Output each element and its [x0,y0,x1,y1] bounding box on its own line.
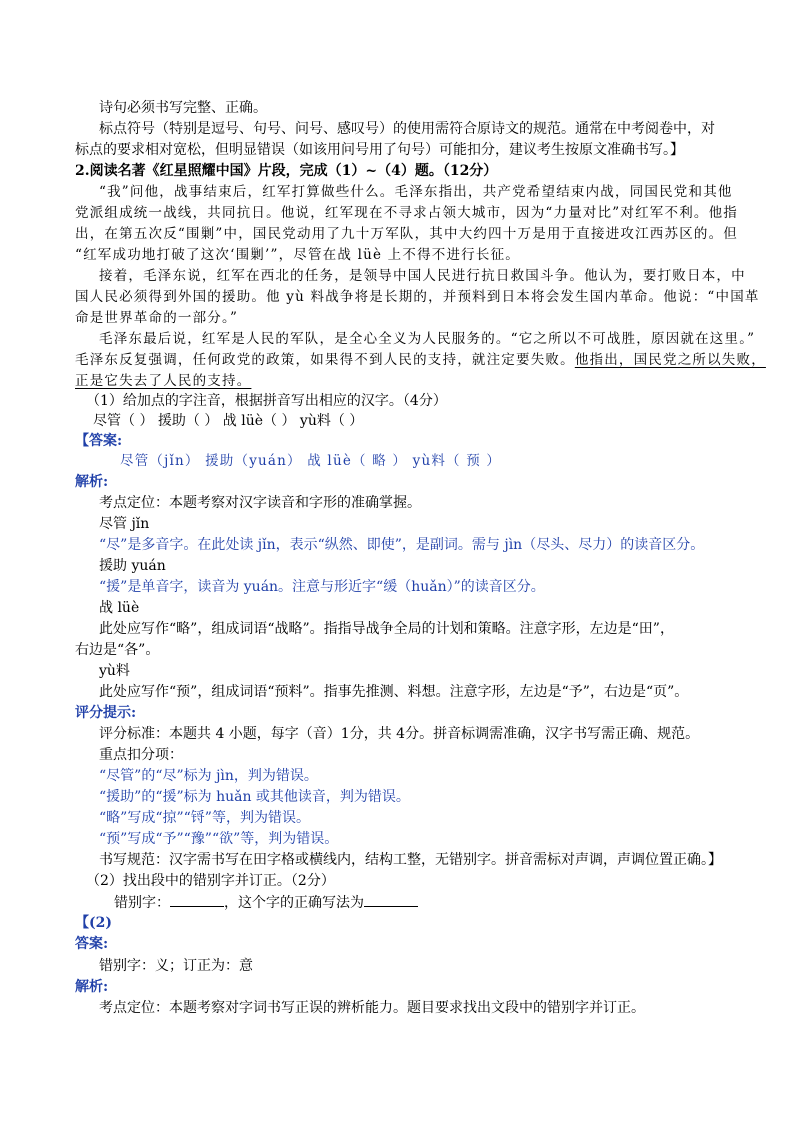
analysis-line: 右边是“各”。 [75,642,160,658]
fill-blank-line [114,892,418,913]
answer-line: 尽管（jǐn） 援助（yuán） 战 lüè（ 略 ） yù料（ 预 ） [120,453,502,469]
analysis-line: 考点定位：本题考察对汉字读音和字形的准确掌握。 [99,495,421,511]
analysis-line: “尽”是多音字。在此处读 jǐn，表示“纵然、即使”，是副词。需与 jìn（尽头、尽力）的读音区分。 [99,537,705,553]
sub-question-1-stem: （1）给加点的字注音，根据拼音写出相应的汉字。（4分） [86,393,447,409]
scoring-line: “援助”的“援”标为 huǎn 或其他读音，判为错误。 [99,789,410,805]
answer-blank[interactable] [170,892,224,907]
scoring-line: 书写规范：汉字需书写在田字格或横线内，结构工整，无错别字。拼音需标对声调，声调位置正确。】 [99,852,722,868]
analysis-line: 考点定位：本题考察对字词书写正误的辨析能力。题目要求找出文段中的错别字并订正。 [99,1000,645,1016]
passage-line [75,350,766,370]
scoring-line: 评分标准：本题共 4 小题，每字（音）1分，共 4分。拼音标调需准确，汉字书写需正确、规范。 [99,726,700,742]
passage-line: “我”问他，战事结束后，红军打算做些什么。毛泽东指出，共产党希望结束内战，同国民党和其他 [99,184,733,200]
scoring-label: 评分提示: [75,705,137,721]
answer-blank[interactable] [364,892,418,907]
passage-line: 国人民必须得到外国的援助。他 yù 料战争将是长期的，并预料到日本将会发生国内革命。他说：“中国革 [75,289,760,305]
underlined-sentence: 他指出，国民党之所以失败， [574,352,766,368]
scoring-line: “尽管”的“尽”标为 jìn，判为错误。 [99,768,318,784]
scoring-line: 重点扣分项： [99,747,183,763]
blank-middle: ，这个字的正确写法为 [224,895,364,911]
passage-line: 出，在第五次反“围剿”中，国民党动用了九十万军队，其中大约四十万是用于直接进攻江西苏区的。但 [75,226,739,242]
analysis-label: 解析: [75,474,109,490]
note-line: 标点的要求相对宽松，但明显错误（如该用问号用了句号）可能扣分，建议考生按原文准确书写。】 [75,142,684,158]
bracket-label: 【(2) [75,915,112,931]
scoring-line: “预”写成“予”“豫”“欲”等，判为错误。 [99,831,339,847]
note-line: 诗句必须书写完整、正确。 [99,100,267,116]
scoring-line: “略”写成“掠”“锊”等，判为错误。 [99,810,310,826]
analysis-line: 此处应写作“预”，组成词语“预料”。指事先推测、料想。注意字形，左边是“予”，右边是“页”。 [99,684,689,700]
analysis-line: “援”是单音字，读音为 yuán。注意与形近字“缓（huǎn）”的读音区分。 [99,579,545,595]
analysis-line: 尽管 jǐn [99,516,150,532]
passage-line: 党派组成统一战线，共同抗日。他说，红军现在不寻求占领大城市，因为“力量对比”对红军不利。他指 [75,205,739,221]
passage-line: 接着，毛泽东说，红军在西北的任务，是领导中国人民进行抗日救国斗争。他认为，要打败日本，中 [99,268,746,284]
analysis-line: 援助 yuán [99,558,166,574]
passage-text: 毛泽东反复强调，任何政党的政策，如果得不到人民的支持，就注定要失败。 [75,352,575,368]
answer-label: 答案: [75,936,109,952]
blank-prefix: 错别字： [114,895,170,911]
note-line: 标点符号（特别是逗号、句号、问号、感叹号）的使用需符合原诗文的规范。通常在中考阅卷中，对 [99,121,715,137]
passage-line: “红军成功地打破了这次‘围剿’”，尽管在战 lüè 上不得不进行长征。 [75,247,520,263]
passage-line: 毛泽东最后说，红军是人民的军队，是全心全义为人民服务的。“它之所以不可战胜，原因就在这里。” [99,331,756,347]
answer-label: 【答案: [75,433,123,449]
analysis-line: yù料 [99,663,130,679]
analysis-line: 此处应写作“略”，组成词语“战略”。指指导战争全局的计划和策略。注意字形，左边是“田”， [99,621,674,637]
analysis-line: 战 lüè [99,600,140,616]
underlined-sentence: 正是它失去了人民的支持。 [75,373,252,389]
answer-line: 错别字：义；订正为：意 [99,958,253,974]
sub-question-2-stem: （2）找出段中的错别字并订正。（2分） [86,873,335,889]
question-2-stem: 2.阅读名著《红星照耀中国》片段，完成（1）~（4）题。（12分） [75,163,498,179]
passage-line: 命是世界革命的一部分。” [75,310,239,326]
sub-question-1-items: 尽管（ ） 援助（ ） 战 lüè（ ） yù料（ ） [93,413,364,429]
analysis-label: 解析: [75,979,109,995]
